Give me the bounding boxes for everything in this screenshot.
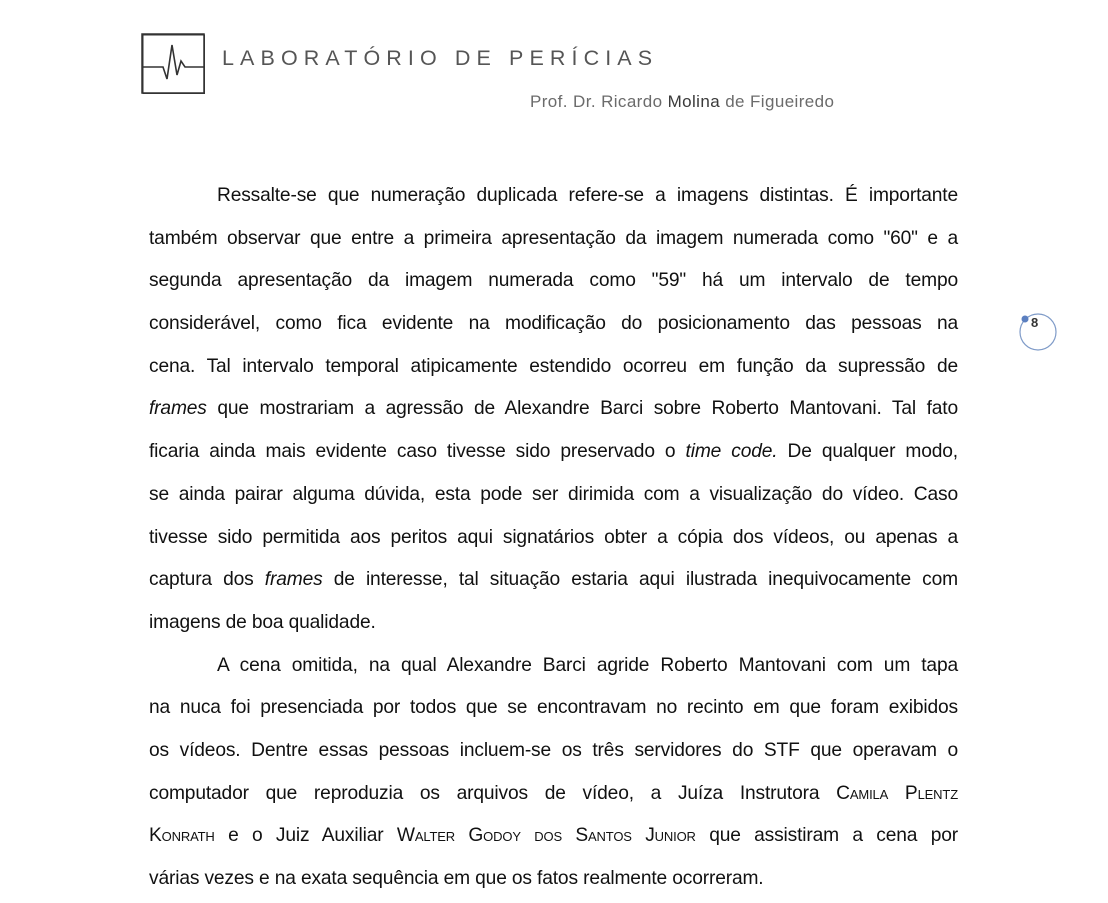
text-line: captura dos frames de interesse, tal situação estaria aqui ilustrada inequivocamente com	[149, 569, 958, 591]
author-line	[530, 93, 834, 110]
text-line: os vídeos. Dentre essas pessoas incluem-se os três servidores do STF que operavam o	[149, 739, 958, 761]
paragraph	[149, 645, 958, 901]
text-line: imagens de boa qualidade.	[149, 611, 376, 633]
judge-name: Camila Plentz	[836, 782, 958, 804]
text-line: também observar que entre a primeira apresentação da imagem numerada como "60" e a	[149, 227, 958, 249]
author-suffix: de Figueiredo	[725, 92, 835, 111]
text-line: frames que mostrariam a agressão de Alexandre Barci sobre Roberto Mantovani. Tal fato	[149, 398, 958, 420]
auxiliary-judge-name: Walter Godoy dos Santos Junior	[396, 825, 696, 847]
text-line: segunda apresentação da imagem numerada como "59" há um intervalo de tempo	[149, 270, 958, 292]
text-line: se ainda pairar alguma dúvida, esta pode ser dirimida com a visualização do vídeo. Caso	[149, 483, 958, 505]
text-line: computador que reproduzia os arquivos de vídeo, a Juíza Instrutora Camila Plentz	[149, 782, 958, 804]
author-surname: Molina	[667, 92, 721, 111]
text-line: ficaria ainda mais evidente caso tivesse sido preservado o time code. De qualquer modo,	[149, 441, 958, 463]
judge-surname: Konrath	[149, 825, 215, 847]
body-text	[149, 175, 958, 901]
text-line: tivesse sido permitida aos peritos aqui signatários obter a cópia dos vídeos, ou apenas a	[149, 526, 958, 548]
text-line: várias vezes e na exata sequência em que os fatos realmente ocorreram.	[149, 868, 764, 889]
lab-title: LABORATÓRIO DE PERÍCIAS	[222, 46, 659, 70]
text-line: Ressalte-se que numeração duplicada refere-se a imagens distintas. É importante	[217, 185, 958, 206]
text-line: na nuca foi presenciada por todos que se encontravam no recinto em que foram exibidos	[149, 697, 958, 719]
laboratory-logo-icon	[141, 33, 205, 94]
paragraph	[149, 175, 958, 645]
text-line: considerável, como fica evidente na modificação do posicionamento das pessoas na	[149, 313, 958, 335]
text-line: cena. Tal intervalo temporal atipicamente estendido ocorreu em função da supressão de	[149, 355, 958, 377]
text-line: A cena omitida, na qual Alexandre Barci agride Roberto Mantovani com um tapa	[217, 654, 958, 676]
text-line: Konrath e o Juiz Auxiliar Walter Godoy dos Santos Junior que assistiram a cena por	[149, 825, 958, 847]
page-number: 8	[1031, 315, 1039, 330]
author-prefix: Prof. Dr. Ricardo	[530, 92, 663, 111]
